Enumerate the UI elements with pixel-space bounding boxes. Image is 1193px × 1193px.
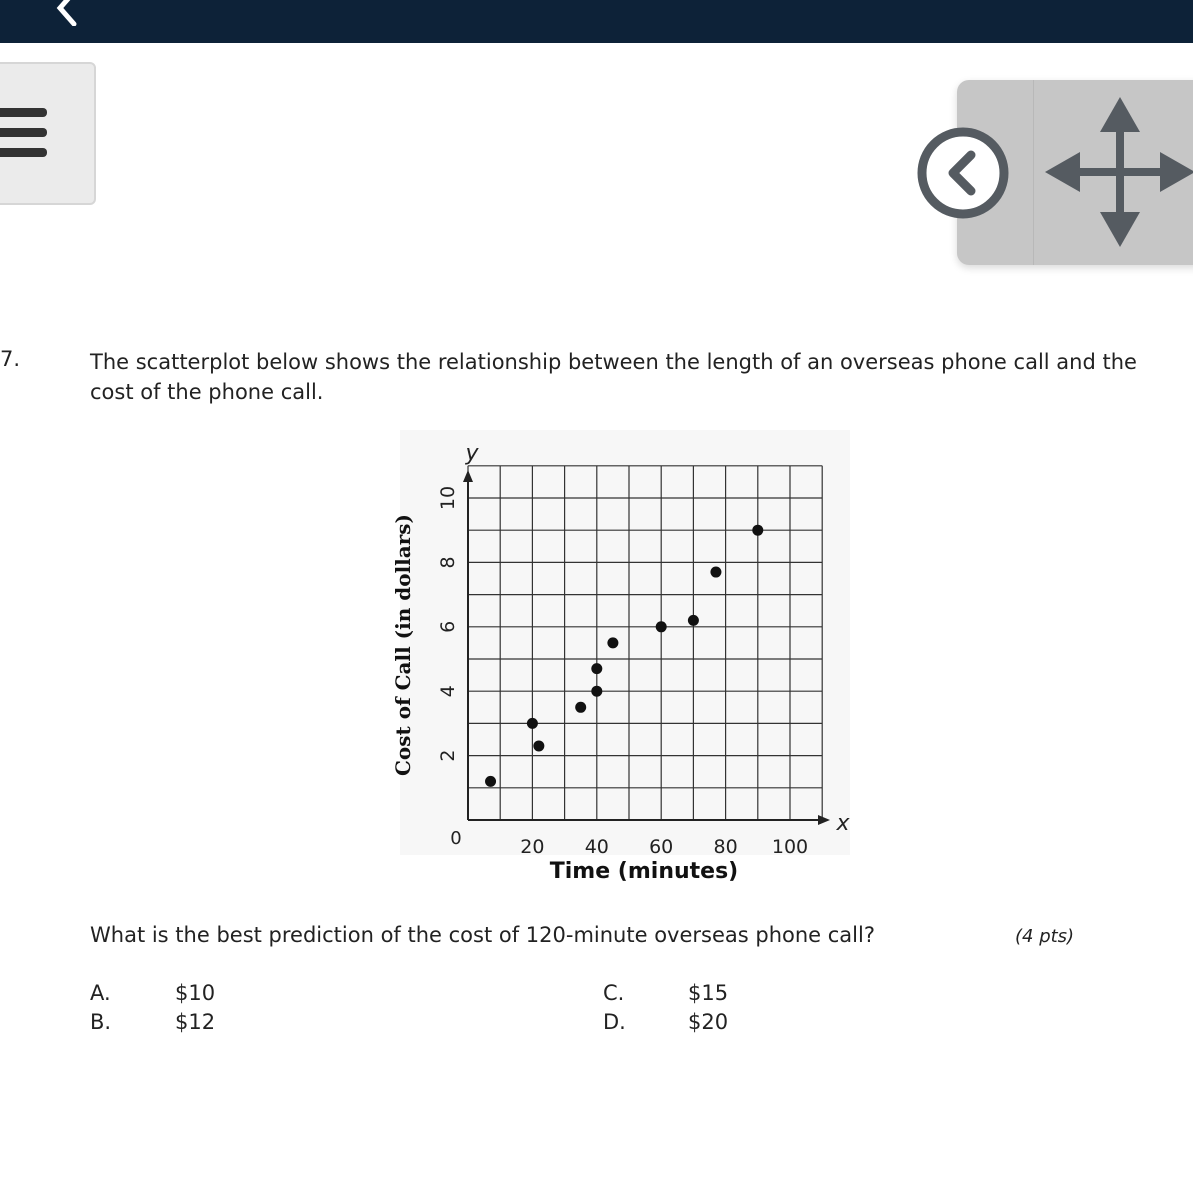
data-point bbox=[688, 615, 699, 626]
choice-d-letter[interactable]: D. bbox=[603, 1010, 626, 1034]
scatterplot-svg bbox=[380, 430, 850, 890]
tool-divider bbox=[1033, 80, 1034, 265]
choice-a-letter[interactable]: A. bbox=[90, 981, 111, 1005]
x-tick-label: 40 bbox=[584, 836, 609, 858]
y-axis-letter: y bbox=[465, 441, 479, 466]
data-point bbox=[485, 776, 496, 787]
x-axis-letter: x bbox=[836, 811, 850, 836]
question-number: 7. bbox=[0, 347, 21, 371]
data-point bbox=[575, 702, 586, 713]
choice-a-value[interactable]: $10 bbox=[175, 981, 216, 1005]
x-tick-label: 20 bbox=[520, 836, 545, 858]
data-point bbox=[591, 686, 602, 697]
data-point bbox=[527, 718, 538, 729]
x-tick-label: 60 bbox=[649, 836, 674, 858]
choice-d-value[interactable]: $20 bbox=[688, 1010, 729, 1034]
move-arrows-icon[interactable] bbox=[1045, 97, 1193, 247]
question-prompt: What is the best prediction of the cost of 120-minute overseas phone call? bbox=[90, 923, 875, 947]
y-tick-label: 8 bbox=[437, 556, 459, 569]
x-axis-label: Time (minutes) bbox=[549, 859, 739, 884]
origin-label: 0 bbox=[450, 828, 462, 849]
data-point bbox=[752, 525, 763, 536]
x-tick-label: 100 bbox=[771, 836, 809, 858]
chevron-left-circle-icon[interactable] bbox=[915, 125, 1011, 221]
choice-b-value[interactable]: $12 bbox=[175, 1010, 216, 1034]
y-tick-label: 4 bbox=[437, 685, 459, 698]
data-point bbox=[533, 740, 544, 751]
data-point bbox=[656, 621, 667, 632]
chevron-left-icon[interactable] bbox=[48, 0, 88, 26]
choice-c-letter[interactable]: C. bbox=[603, 981, 625, 1005]
y-tick-label: 10 bbox=[437, 485, 459, 511]
choice-c-value[interactable]: $15 bbox=[688, 981, 729, 1005]
y-tick-label: 2 bbox=[437, 749, 459, 762]
data-point bbox=[710, 567, 721, 578]
question-text: The scatterplot below shows the relationship between the length of an overseas phone call and the cost of the phone call. bbox=[90, 350, 1137, 404]
points-label: (4 pts) bbox=[1015, 926, 1075, 947]
hamburger-icon bbox=[0, 108, 52, 168]
y-axis-label: Cost of Call (in dollars) bbox=[391, 514, 415, 776]
x-tick-label: 80 bbox=[713, 836, 738, 858]
top-bar bbox=[0, 0, 1193, 43]
data-point bbox=[591, 663, 602, 674]
choice-b-letter[interactable]: B. bbox=[90, 1010, 112, 1034]
y-tick-label: 6 bbox=[437, 620, 459, 633]
menu-button[interactable] bbox=[0, 62, 96, 205]
scatterplot bbox=[380, 430, 850, 894]
data-point bbox=[607, 637, 618, 648]
